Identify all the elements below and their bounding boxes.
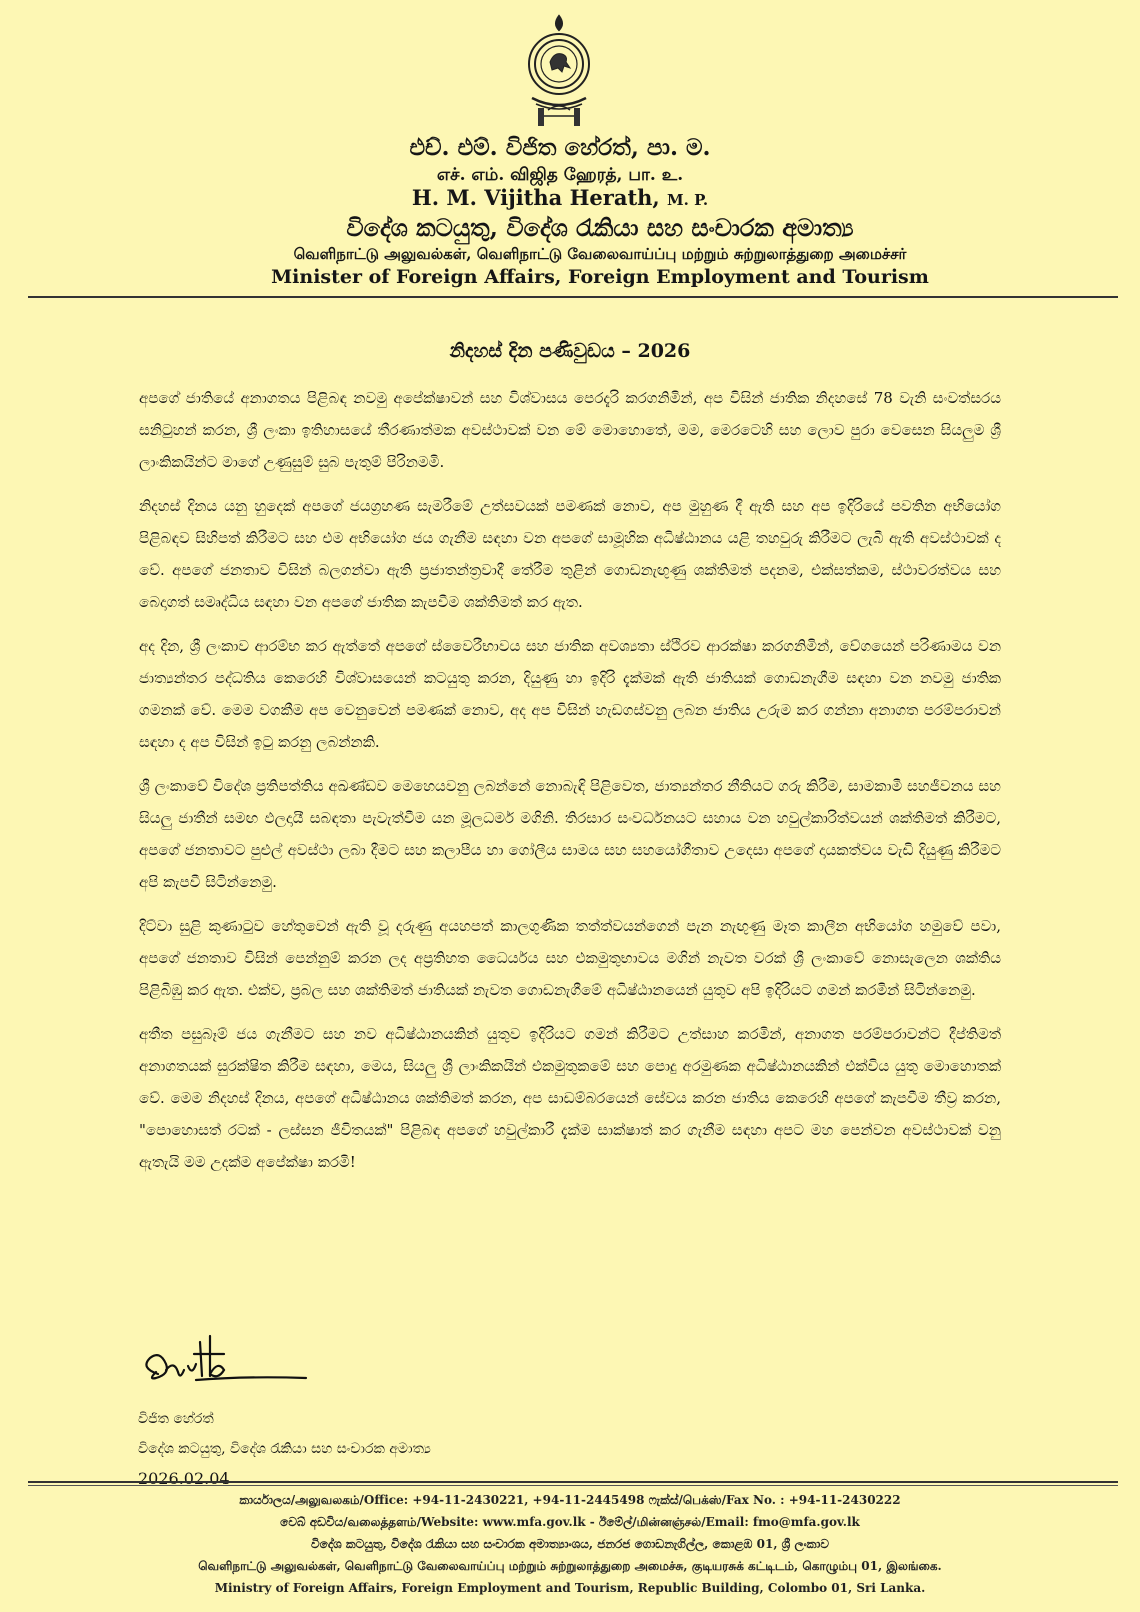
mp-suffix: M. P. xyxy=(667,191,709,209)
minister-title-english: Minister of Foreign Affairs, Foreign Employment and Tourism xyxy=(271,266,929,288)
header-divider xyxy=(28,296,1118,298)
footer-contact-line: කාර්යාලය/அலுவலகம்/Office: +94-11-2430221, +94-11-2445498 ෆැක්ස්/பெக்ஸ்/Fax No. : +94-11-2430222 xyxy=(239,1493,901,1507)
minister-title-sinhala: විදේශ කටයුතු, විදේශ රැකියා සහ සංචාරක අමාත්‍ය xyxy=(346,213,854,242)
footer-address-english: Ministry of Foreign Affairs, Foreign Employment and Tourism, Republic Building, Colombo 01, Sri Lanka. xyxy=(214,1581,926,1595)
footer-divider-thin xyxy=(28,1485,1118,1486)
footer-web-line: වෙබ් අඩවිය/வலைத்தளம்/Website: www.mfa.gov.lk - ඊමේල්/மின்னஞ்சல்/Email: fmo@mfa.gov.lk xyxy=(280,1515,860,1529)
handwritten-signature xyxy=(136,1322,316,1402)
signatory-title: විදේශ කටයුතු, විදේශ රැකියා සහ සංචාරක අමාත්‍ය xyxy=(138,1441,431,1457)
paragraph-3: අද දින, ශ්‍රී ලංකාව ආරම්භ කර ඇත්තේ අපගේ ස්වෛරීභාවය සහ ජාතික අවශ්‍යතා ස්ථිරව ආරක්ෂා කරගනිමින්, වේගයෙන් පරිණාමය වන ජාත්‍යන්තර පද්ධතිය කෙරෙහි විශ්වාසයෙන් කටයුතු කරන, දියුණු හා ඉදිරි දැක්මක් ඇති ජාතියක් ගොඩනැගීම සඳහා වන නවමු ජාතික ගමනක් වේ. මෙම වගකීම අප වෙනුවෙන් පමණක් නොව, අද අප විසින් හැඩගස්වනු ලබන ජාතිය උරුම කර ගන්නා අනාගත පරම්පරාවන් සඳහා ද අප විසින් ඉටු කරනු ලබන්නකි. xyxy=(139,637,1001,751)
footer-address-tamil: வெளிநாட்டு அலுவல்கள், வெளிநாட்டு வேலைவாய்ப்பு மற்றும் சுற்றுலாத்துறை அமைச்சு, குடியரசுக் கட்டிடம், கொழும்பு 01, இலங்கை. xyxy=(198,1559,942,1573)
minister-name-sinhala: එච්. එම්. විජිත හේරත්, පා. ම. xyxy=(409,134,711,161)
paragraph-1: අපගේ ජාතියේ අනාගතය පිළිබඳ නවමු අපේක්ෂාවන් සහ විශ්වාසය පෙරදැරි කරගනිමින්, අප විසින් ජාතික නිදහසේ 78 වැනි සංවත්සරය සනිටුහන් කරන, ශ්‍රී ලංකා ඉතිහාසයේ තීරණාත්මක අවස්ථාවක් වන මේ මොහොතේ, මම, මෙරටෙහි සහ ලොව පුරා වෙසෙන සියලුම ශ්‍රී ලාංකිකයින්ට මාගේ උණුසුම් සුබ පැතුම් පිරිනමමි. xyxy=(139,389,1001,471)
message-body xyxy=(139,382,1001,1190)
signature-date: 2026.02.04 xyxy=(138,1469,230,1488)
minister-name-tamil: எச். எம். விஜித ஹேரத், பா. உ. xyxy=(436,165,684,185)
paragraph-4: ශ්‍රී ලංකාවේ විදේශ ප්‍රතිපත්තිය අඛණ්ඩව මෙහෙයවනු ලබන්නේ නොබැඳි පිළිවෙත, ජාත්‍යන්තර නීතියට ගරු කිරීම, සාමකාමී සහජීවනය සහ සියලු ජාතීන් සමඟ ඵලදායී සබඳතා පැවැත්වීම යන මූලධර්ම මගිනි. තිරසාර සංවර්ධනයට සහාය වන හවුල්කාරිත්වයන් ශක්තිමත් කිරීමට, අපගේ ජනතාවට පුළුල් අවස්ථා ලබා දීමට සහ කලාපීය හා ගෝලීය සාමය සහ සහයෝගීතාව උදෙසා අපගේ දායකත්වය වැඩි දියුණු කිරීමට අපි කැපවී සිටින්නෙමු. xyxy=(139,777,1001,891)
minister-title-tamil: வெளிநாட்டு அலுவல்கள், வெளிநாட்டு வேலைவாய்ப்பு மற்றும் சுற்றுலாத்துறை அமைச்சர் xyxy=(293,245,907,263)
paragraph-5: දිට්වා සුළි කුණාටුව හේතුවෙන් ඇති වූ දරුණු අයහපත් කාලගුණික තත්ත්වයන්ගෙන් පැන නැඟුණු මෑත කාලීන අභියෝග හමුවේ පවා, අපගේ ජනතාව විසින් පෙන්නුම් කරන ලද අප්‍රතිහත ධෛර්යය සහ එකමුතුභාවය මගින් නැවත වරක් ශ්‍රී ලංකාවේ නොසැලෙන ශක්තිය පිළිබිඹු කර ඇත. එක්ව, ප්‍රබල සහ ශක්තිමත් ජාතියක් නැවත ගොඩනැගීමේ අධිෂ්ඨානයෙන් යුතුව අපි ඉදිරියට ගමන් කරමින් සිටින්නෙමු. xyxy=(139,917,1001,999)
sri-lanka-emblem-icon xyxy=(524,12,594,130)
footer-address-sinhala: විදේශ කටයුතු, විදේශ රැකියා සහ සංචාරක අමාත්‍යාංශය, ජනරජ ගොඩනැගිල්ල, කොළඹ 01, ශ්‍රී ලංකාව xyxy=(311,1537,829,1551)
paragraph-2: නිදහස් දිනය යනු හුදෙක් අපගේ ජයග්‍රහණ සැමරීමේ උත්සවයක් පමණක් නොව, අප මුහුණ දී ඇති සහ අප ඉදිරියේ පවතින අභියෝග පිළිබඳව සිහිපත් කිරීමට සහ එම අභියෝග ජය ගැනීම සඳහා වන අපගේ සාමූහික අධිෂ්ඨානය යළි තහවුරු කිරීමට ලැබී ඇති අවස්ථාවක් ද වේ. අපගේ ජනතාව විසින් බලගන්වා ඇති ප්‍රජාතන්ත්‍රවාදී තේරීම තුළින් ගොඩනැඟුණු ශක්තිමත් පදනම, එක්සත්කම, ස්ථාවරත්වය සහ බෙදාගත් සමෘද්ධිය සඳහා වන අපගේ ජාතික කැපවීම ශක්තිමත් කර ඇත. xyxy=(139,497,1001,611)
document-heading: නිදහස් දින පණිවුඩය – 2026 xyxy=(449,340,691,362)
minister-name-english xyxy=(160,185,960,210)
footer xyxy=(60,1489,1080,1599)
paragraph-6: අතීත පසුබෑම් ජය ගැනීමට සහ නව අධිෂ්ඨානයකින් යුතුව ඉදිරියට ගමන් කිරීමට උත්සාහ කරමින්, අනාගත පරම්පරාවන්ට දීප්තිමත් අනාගතයක් සුරක්ෂිත කිරීම සඳහා, මෙය, සියලු ශ්‍රී ලාංකිකයින් එකමුතුකමේ සහ පොදු අරමුණක අධිෂ්ඨානයකින් එක්විය යුතු මොහොතක් වේ. මෙම නිදහස් දිනය, අපගේ අධිෂ්ඨානය ශක්තිමත් කරන, අප සාඩම්බරයෙන් සේවය කරන ජාතිය කෙරෙහි අපගේ කැපවීම තීව්‍ර කරන, "පොහොසත් රටක් - ලස්සන ජීවිතයක්" පිළිබඳ අපගේ හවුල්කාරී දැක්ම සාක්ෂාත් කර ගැනීම සඳහා අපට මහ පෙන්වන අවස්ථාවක් වනු ඇතැයි මම උදක්ම අපේක්ෂා කරමි! xyxy=(139,1025,1001,1171)
signatory-name: විජිත හේරත් xyxy=(138,1411,214,1427)
footer-divider xyxy=(28,1481,1118,1483)
minister-name-english-text: H. M. Vijitha Herath, xyxy=(411,185,660,210)
